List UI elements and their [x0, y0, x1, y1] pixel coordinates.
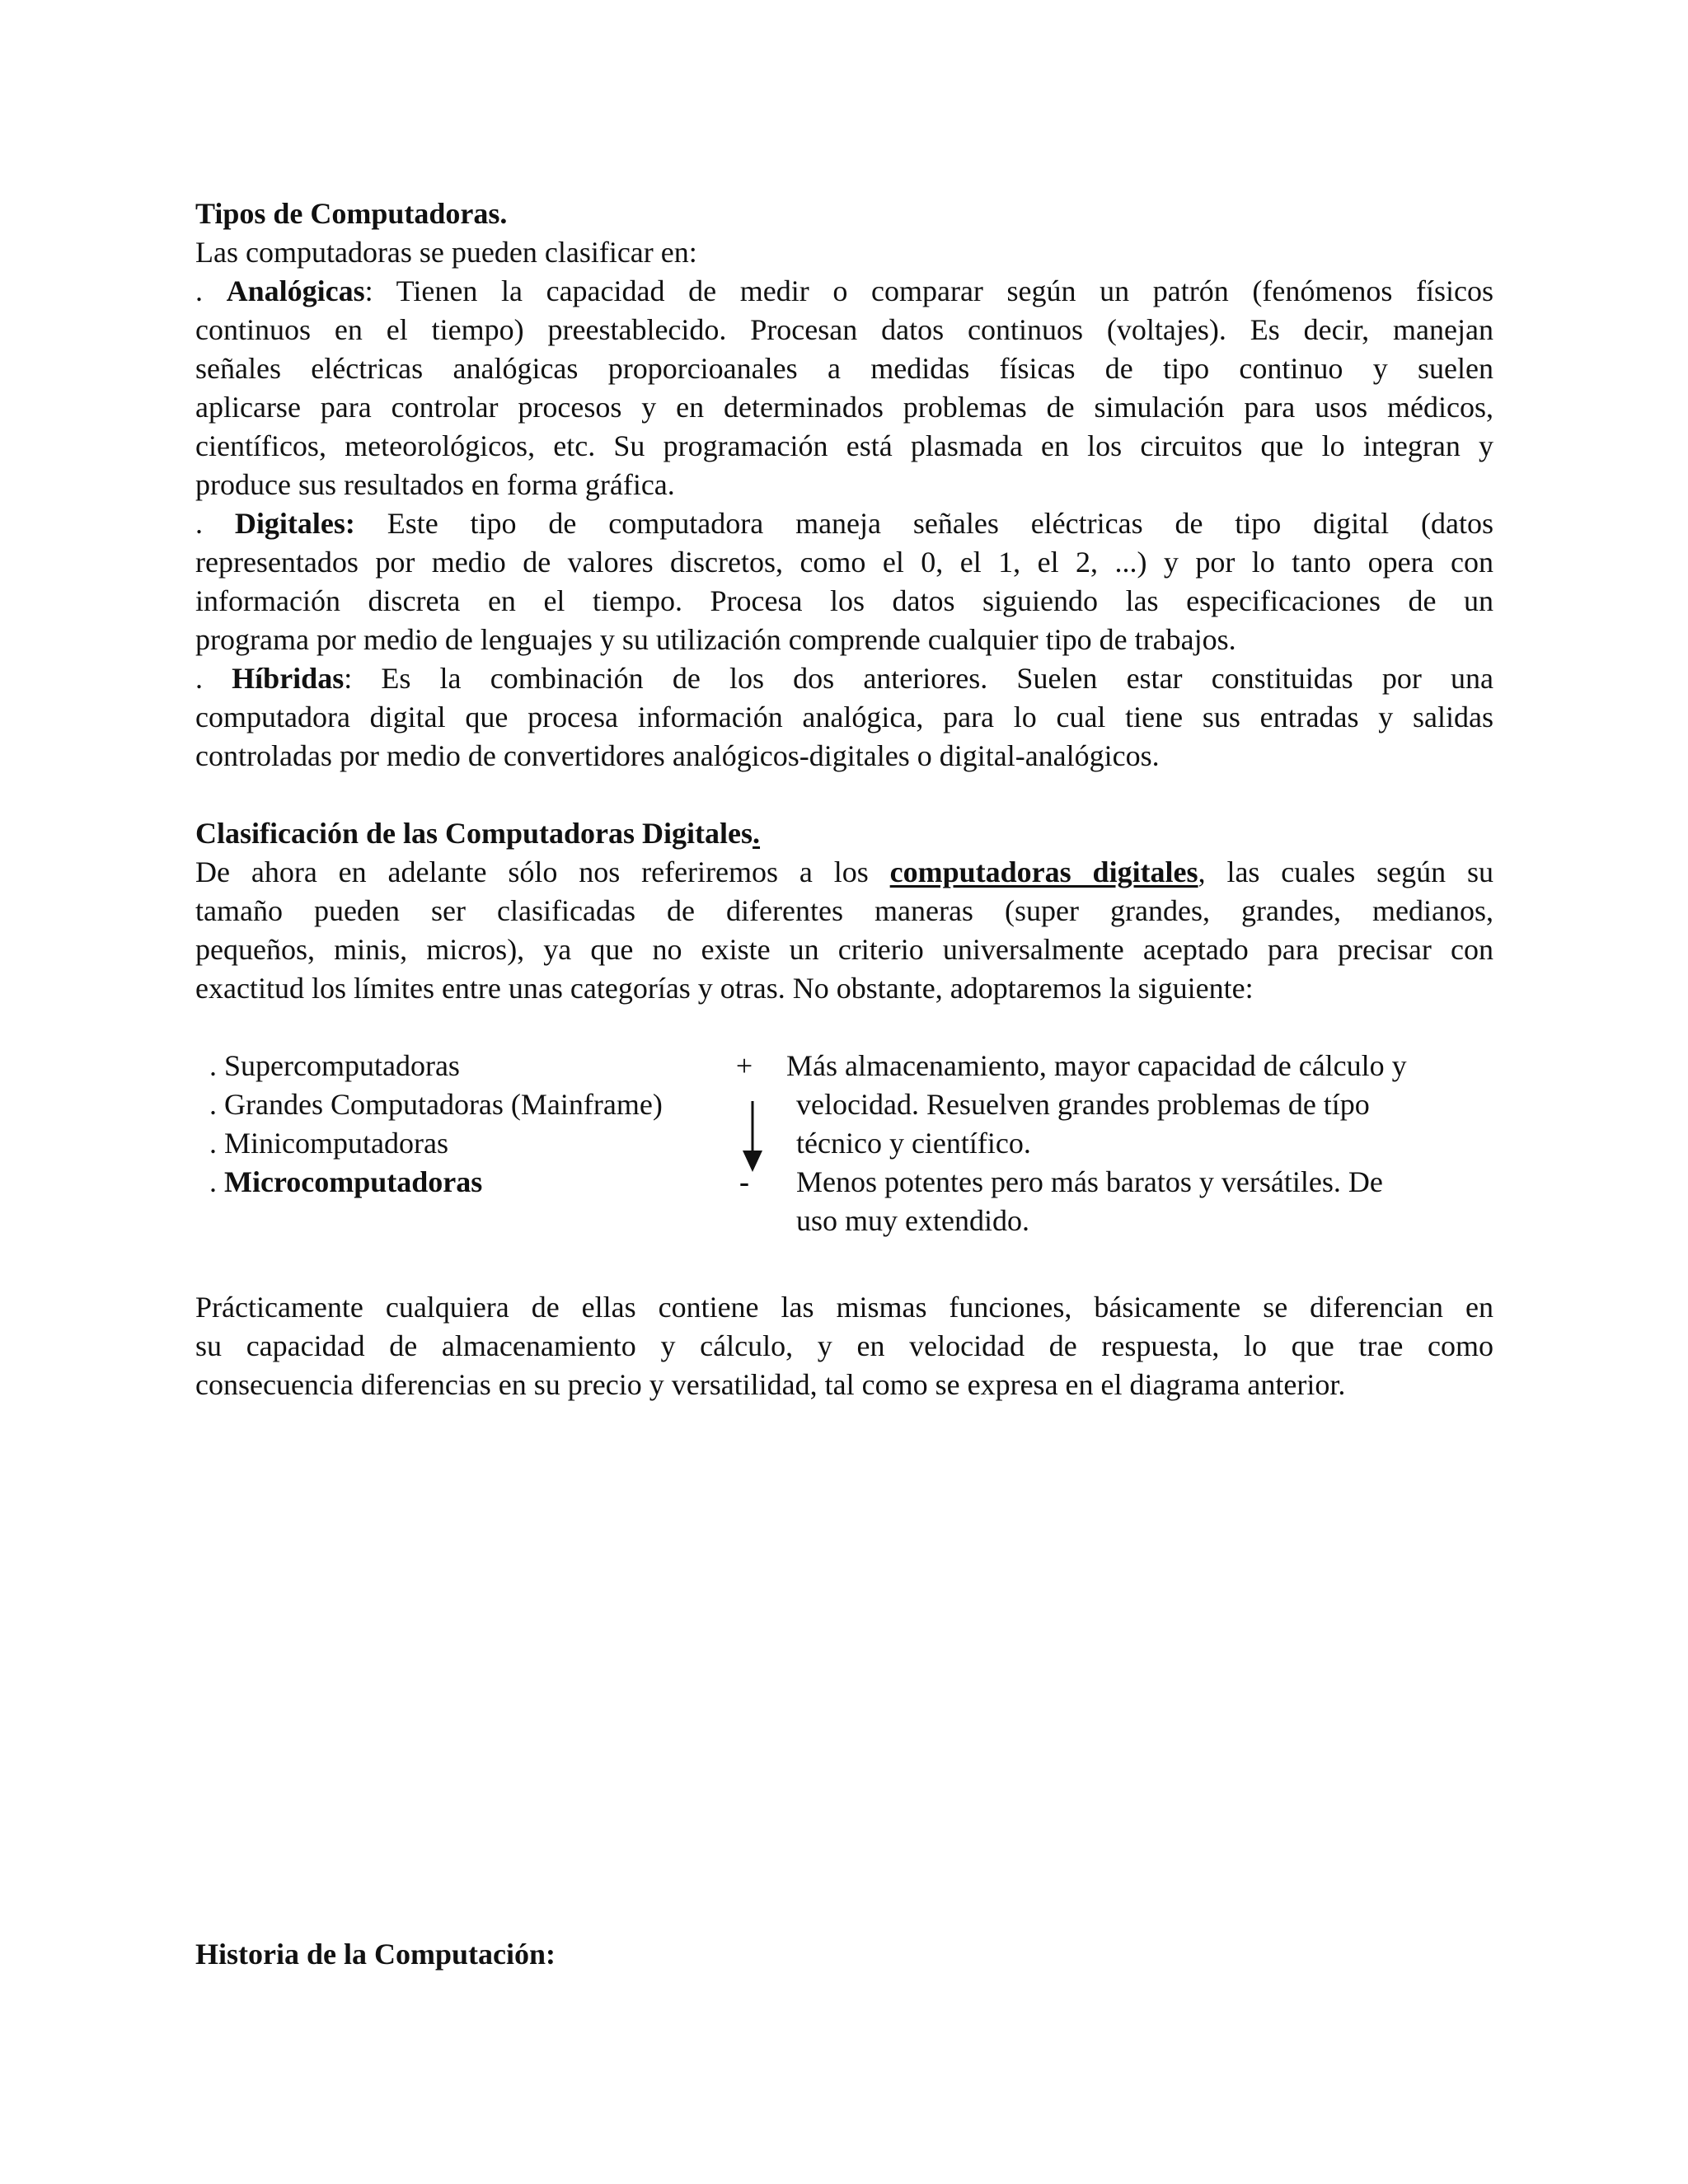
hybrid-line: computadora digital que procesa información analógica, para lo cual tiene sus entradas y salidas — [195, 701, 1493, 733]
classification-diagram — [195, 1047, 1493, 1240]
diagram-plus: + — [735, 1049, 753, 1082]
p2-line: su capacidad de almacenamiento y cálculo, y en velocidad de respuesta, lo que trae como — [195, 1329, 1493, 1362]
p1-first-line: De ahora en adelante sólo nos referiremos a los computadoras digitales, las cuales según su — [195, 855, 1494, 888]
diagram-desc-line: Más almacenamiento, mayor capacidad de cálculo y — [786, 1049, 1407, 1082]
analog-line: científicos, meteorológicos, etc. Su programación está plasmada en los circuitos que lo integran y — [195, 429, 1493, 462]
p1-line: pequeños, minis, micros), ya que no existe un criterio universalmente aceptado para precisar con — [195, 933, 1493, 966]
diagram-item-mainframe: . Grandes Computadoras (Mainframe) — [209, 1088, 663, 1121]
analog-line: continuos en el tiempo) preestablecido. Procesan datos continuos (voltajes). Es decir, manejan — [195, 313, 1493, 346]
digital-line: representados por medio de valores discretos, como el 0, el 1, el 2, ...) y por lo tanto opera con — [195, 546, 1493, 579]
intro-text: Las computadoras se pueden clasificar en: — [195, 236, 697, 269]
section-title-historia: Historia de la Computación: — [195, 1938, 556, 1971]
p1-line: tamaño pueden ser clasificadas de diferentes maneras (super grandes, grandes, medianos, — [195, 894, 1493, 927]
digital-lead-line: . Digitales: Este tipo de computadora maneja señales eléctricas de tipo digital (datos — [195, 507, 1493, 540]
analog-line: aplicarse para controlar procesos y en determinados problemas de simulación para usos médicos, — [195, 391, 1493, 424]
digital-last-line: programa por medio de lenguajes y su utilización comprende cualquier tipo de trabajos. — [195, 623, 1236, 656]
document-page — [195, 194, 1494, 1971]
diagram-minus: - — [739, 1165, 749, 1198]
section-title-clasificacion: Clasificación de las Computadoras Digitales. — [195, 817, 761, 850]
p2-line: Prácticamente cualquiera de ellas contiene las mismas funciones, básicamente se diferencian en — [195, 1291, 1493, 1324]
analog-last-line: produce sus resultados en forma gráfica. — [195, 468, 675, 501]
analog-line: señales eléctricas analógicas proporcioanales a medidas físicas de tipo continuo y suelen — [195, 352, 1493, 385]
p1-last-line: exactitud los límites entre unas categorías y otras. No obstante, adoptaremos la siguiente: — [195, 972, 1254, 1005]
p2-last-line: consecuencia diferencias en su precio y versatilidad, tal como se expresa en el diagrama anterior. — [195, 1368, 1346, 1401]
section-title-tipos: Tipos de Computadoras. — [195, 197, 508, 230]
diagram-item-micro: . Microcomputadoras — [209, 1165, 483, 1198]
diagram-desc-line: velocidad. Resuelven grandes problemas de típo — [796, 1088, 1370, 1121]
digital-line: información discreta en el tiempo. Procesa los datos siguiendo las especificaciones de un — [195, 584, 1493, 617]
diagram-desc-line: técnico y científico. — [796, 1127, 1031, 1160]
diagram-item-super: . Supercomputadoras — [209, 1049, 460, 1082]
diagram-desc-line: Menos potentes pero más baratos y versátiles. De — [796, 1165, 1383, 1198]
hybrid-last-line: controladas por medio de convertidores analógicos-digitales o digital-analógicos. — [195, 739, 1160, 772]
diagram-desc-line: uso muy extendido. — [796, 1204, 1029, 1237]
analog-lead-line: . Analógicas: Tienen la capacidad de medir o comparar según un patrón (fenómenos físicos — [195, 274, 1493, 307]
diagram-item-mini: . Minicomputadoras — [209, 1127, 448, 1160]
hybrid-lead-line: . Híbridas: Es la combinación de los dos anteriores. Suelen estar constituidas por una — [195, 662, 1493, 695]
